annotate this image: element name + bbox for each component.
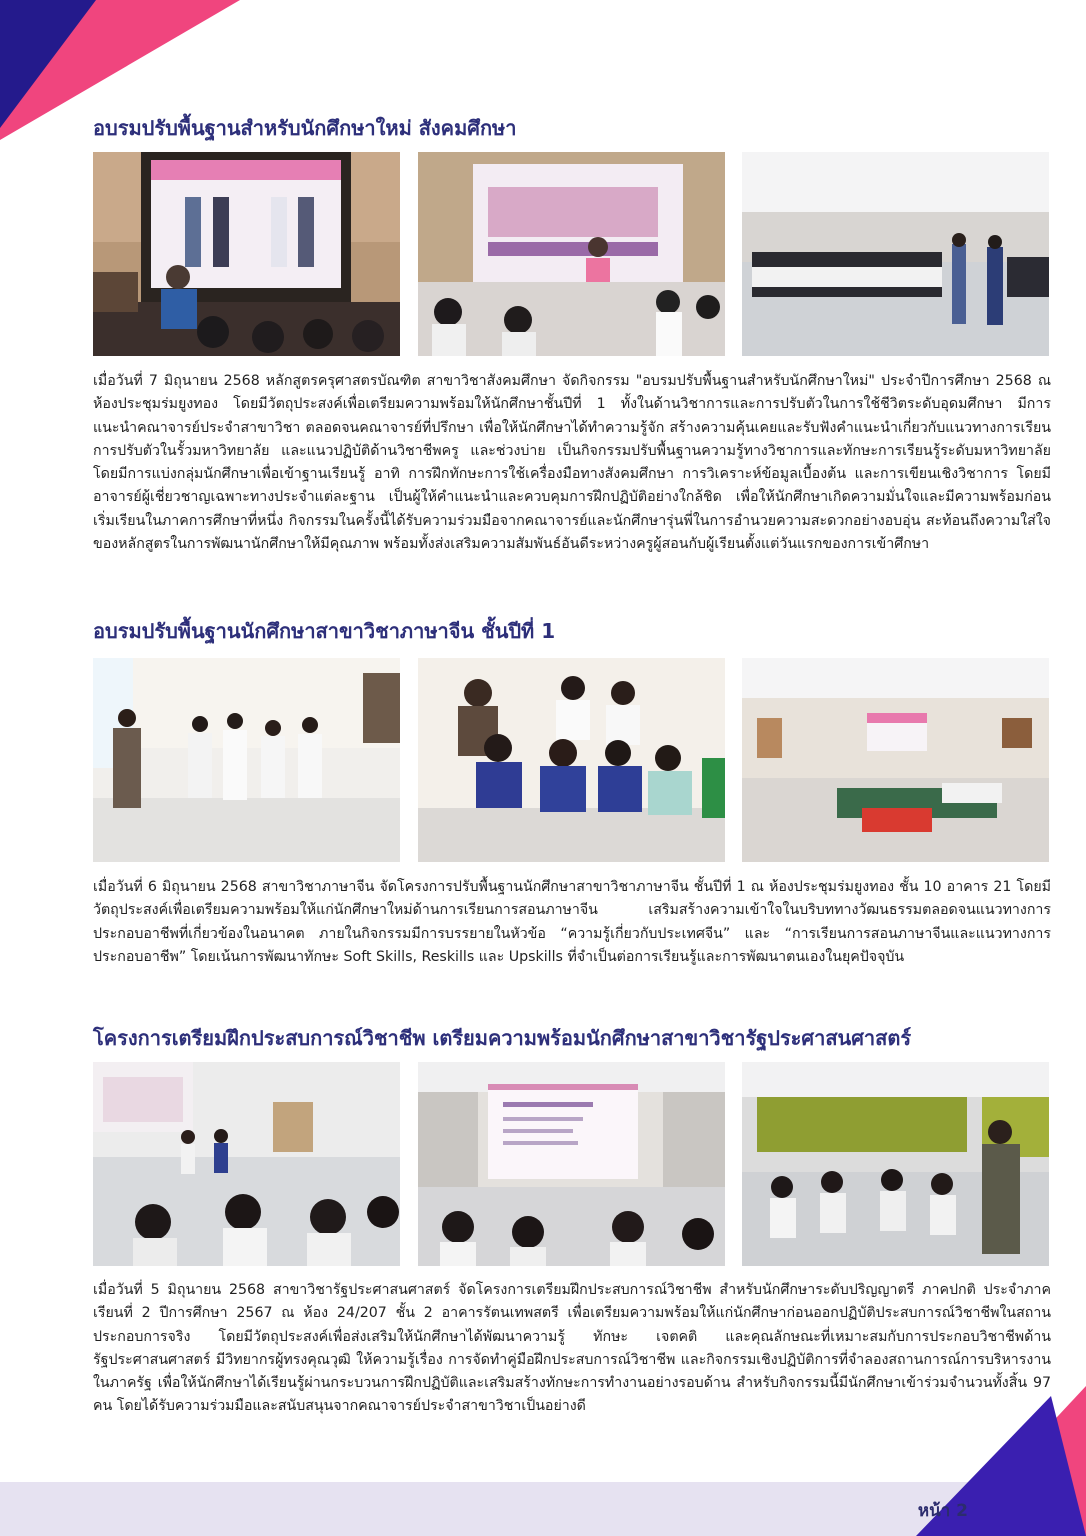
- photo-speaker-pink-shirt: [418, 152, 725, 356]
- photo-classroom-floor-group: [742, 658, 1049, 862]
- photo-presenters-standing: [93, 658, 400, 862]
- photo-row-chinese: [93, 658, 1049, 862]
- section-body-chinese: เมื่อวันที่ 6 มิถุนายน 2568 สาขาวิชาภาษาจีน จัดโครงการปรับพื้นฐานนักศึกษาสาขาวิชาภาษาจีน ชั้นปีที่ 1 ณ ห้องประชุมร่มยูงทอง ชั้น 10 อาคาร 21 โดยมีวัตถุประสงค์เพื่อเตรียมความพร้อมให้แก่นักศึกษาใหม่ด้านการเรียนการสอนภาษาจีน เสริมสร้างความเข้าใจในบริบททางวัฒนธรรมตลอดจนแนวทางการประกอบอาชีพที่เกี่ยวข้องในอนาคต ภายในกิจกรรมมีการบรรยายในหัวข้อ “ความรู้เกี่ยวกับประเทศจีน” และ “การเรียนการสอนภาษาจีนและแนวทางการประกอบอาชีพ” โดยเน้นการพัฒนาทักษะ Soft Skills, Reskills และ Upskills ที่จำเป็นต่อการเรียนรู้และการพัฒนาตนเองในยุคปัจจุบัน: [93, 879, 1051, 965]
- photo-students-seated-floor: [418, 658, 725, 862]
- section-body-public-admin: เมื่อวันที่ 5 มิถุนายน 2568 สาขาวิชารัฐประศาสนศาสตร์ จัดโครงการเตรียมฝึกประสบการณ์วิชาชีพ สำหรับนักศึกษาระดับปริญญาตรี ภาคปกติ ประจำภาคเรียนที่ 2 ปีการศึกษา 2567 ณ ห้อง 24/207 ชั้น 2 อาคารรัตนเทพสตรี เพื่อเตรียมความพร้อมให้แก่นักศึกษาก่อนออกปฏิบัติประสบการณ์วิชาชีพในสถานประกอบการจริง โดยมีวัตถุประสงค์เพื่อส่งเสริมให้นักศึกษาได้พัฒนาความรู้ ทักษะ เจตคติ และคุณลักษณะที่เหมาะสมกับการประกอบวิชาชีพด้านรัฐประศาสนศาสตร์ มีวิทยากรผู้ทรงคุณวุฒิ ให้ความรู้เรื่อง การจัดทำคู่มือฝึกประสบการณ์วิชาชีพ และกิจกรรมเชิงปฏิบัติการที่จำลองสถานการณ์การบริหารงานในภาครัฐ เพื่อให้นักศึกษาได้เรียนรู้ผ่านกระบวนการฝึกปฏิบัติและเสริมสร้างทักษะการทำงานอย่างรอบด้าน สำหรับกิจกรรมนี้มีนักศึกษาเข้าร่วมจำนวนทั้งสิ้น 97 คน โดยได้รับความร่วมมือและสนับสนุนจากคณาจารย์ประจำสาขาวิชาเป็นอย่างดี: [93, 1282, 1051, 1415]
- section-title-public-admin: โครงการเตรียมฝึกประสบการณ์วิชาชีพ เตรียมความพร้อมนักศึกษาสาขาวิชารัฐประศาสนศาสตร์: [93, 1026, 912, 1050]
- photo-speaker-microphone: [742, 1062, 1049, 1266]
- section-title-social-studies: อบรมปรับพื้นฐานสำหรับนักศึกษาใหม่ สังคมศึกษา: [93, 116, 517, 140]
- photo-row-social-studies: [93, 152, 1049, 356]
- photo-hall-audience: [742, 152, 1049, 356]
- photo-classroom-lecture: [93, 1062, 400, 1266]
- section-title-chinese: อบรมปรับพื้นฐานนักศึกษาสาขาวิชาภาษาจีน ชั้นปีที่ 1: [93, 619, 556, 643]
- photo-lecture-projector: [93, 152, 400, 356]
- photo-row-public-admin: [93, 1062, 1049, 1266]
- page-number: หน้า 2: [917, 1501, 968, 1521]
- photo-presentation-screen: [418, 1062, 725, 1266]
- section-body-social-studies: เมื่อวันที่ 7 มิถุนายน 2568 หลักสูตรครุศาสตรบัณฑิต สาขาวิชาสังคมศึกษา จัดกิจกรรม "อบรมปรับพื้นฐานสำหรับนักศึกษาใหม่" ประจำปีการศึกษา 2568 ณ ห้องประชุมร่มยูงทอง โดยมีวัตถุประสงค์เพื่อเตรียมความพร้อมให้นักศึกษาชั้นปีที่ 1 ทั้งในด้านวิชาการและการปรับตัวในการใช้ชีวิตระดับอุดมศึกษา มีการแนะนำคณาจารย์ประจำสาขาวิชา ตลอดจนคณาจารย์ที่ปรึกษา เพื่อให้นักศึกษาได้ทำความรู้จัก สร้างความคุ้นเคยและรับฟังคำแนะนำเกี่ยวกับแนวทางการเรียน การปรับตัวในรั้วมหาวิทยาลัย และแนวปฏิบัติด้านวิชาชีพครู และช่วงบ่าย เป็นกิจกรรมปรับพื้นฐานความรู้ทางวิชาการและทักษะการเรียนรู้ระดับมหาวิทยาลัย โดยมีการแบ่งกลุ่มนักศึกษาเพื่อเข้าฐานเรียนรู้ อาทิ การฝึกทักษะการใช้เครื่องมือทางสังคมศึกษา การวิเคราะห์ข้อมูลเบื้องต้น และการเขียนเชิงวิชาการ โดยมีอาจารย์ผู้เชี่ยวชาญเฉพาะทางประจำแต่ละฐาน เป็นผู้ให้คำแนะนำและควบคุมการฝึกปฏิบัติอย่างใกล้ชิด เพื่อให้นักศึกษาเกิดความมั่นใจและมีความพร้อมก่อนเริ่มเรียนในภาคการศึกษาที่หนึ่ง กิจกรรมในครั้งนี้ได้รับความร่วมมือจากคณาจารย์และนักศึกษารุ่นพี่ในการอำนวยความสะดวกอย่างอบอุ่น สะท้อนถึงความใส่ใจของหลักสูตรในการพัฒนานักศึกษาให้มีคุณภาพ พร้อมทั้งส่งเสริมความสัมพันธ์อันดีระหว่างครูผู้สอนกับผู้เรียนตั้งแต่วันแรกของการเข้าศึกษา: [93, 373, 1051, 553]
